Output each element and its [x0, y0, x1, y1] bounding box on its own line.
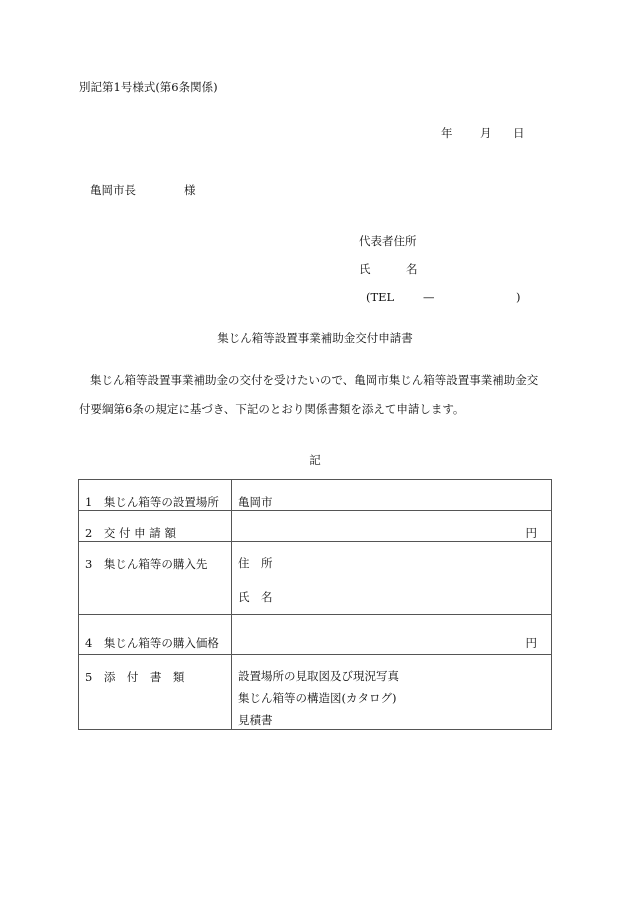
table-row: [79, 655, 552, 730]
table-row: [79, 615, 552, 655]
addressee-honorific: 様: [184, 183, 196, 197]
vendor-cell: [232, 542, 552, 615]
document-title: 集じん箱等設置事業補助金交付申請書: [217, 331, 413, 345]
applicant-address-label: 代表者住所: [359, 234, 417, 248]
applicant-name-label-2: 名: [406, 262, 418, 276]
row-label: 5 添 付 書 類: [79, 655, 232, 730]
table-row: [79, 542, 552, 615]
table-row: [79, 511, 552, 542]
row-label: 2 交 付 申 請 額: [79, 511, 232, 542]
ki-heading: 記: [309, 453, 321, 467]
date-month: 月: [480, 126, 492, 140]
date-day: 日: [513, 126, 525, 140]
details-table: [78, 479, 552, 730]
attachment-item: 設置場所の見取図及び現況写真: [238, 669, 399, 683]
body-line-1: 集じん箱等設置事業補助金の交付を受けたいので、亀岡市集じん箱等設置事業補助金交: [90, 373, 539, 387]
attachment-item: 集じん箱等の構造図(カタログ): [238, 691, 397, 705]
body-line-2: 付要綱第6条の規定に基づき、下記のとおり関係書類を添えて申請します。: [79, 402, 465, 416]
addressee-name: 亀岡市長: [90, 183, 136, 197]
table-row: [79, 480, 552, 511]
installation-location-value: 亀岡市: [232, 480, 552, 511]
attachment-item: 見積書: [238, 713, 273, 727]
row-label: 3 集じん箱等の購入先: [79, 542, 232, 615]
requested-amount-unit: 円: [232, 511, 552, 542]
date-year: 年: [441, 126, 453, 140]
attachments-cell: [232, 655, 552, 730]
form-number: 別記第1号様式(第6条関係): [79, 80, 218, 94]
row-label: 4 集じん箱等の購入価格: [79, 615, 232, 655]
tel-open: (TEL: [366, 290, 395, 304]
row-label: 1 集じん箱等の設置場所: [79, 480, 232, 511]
applicant-name-label-1: 氏: [359, 262, 371, 276]
purchase-price-unit: 円: [232, 615, 552, 655]
vendor-address-label: 住 所: [238, 556, 273, 570]
vendor-name-label: 氏 名: [238, 590, 273, 604]
tel-dash: —: [423, 290, 435, 304]
tel-close: ): [516, 290, 521, 304]
